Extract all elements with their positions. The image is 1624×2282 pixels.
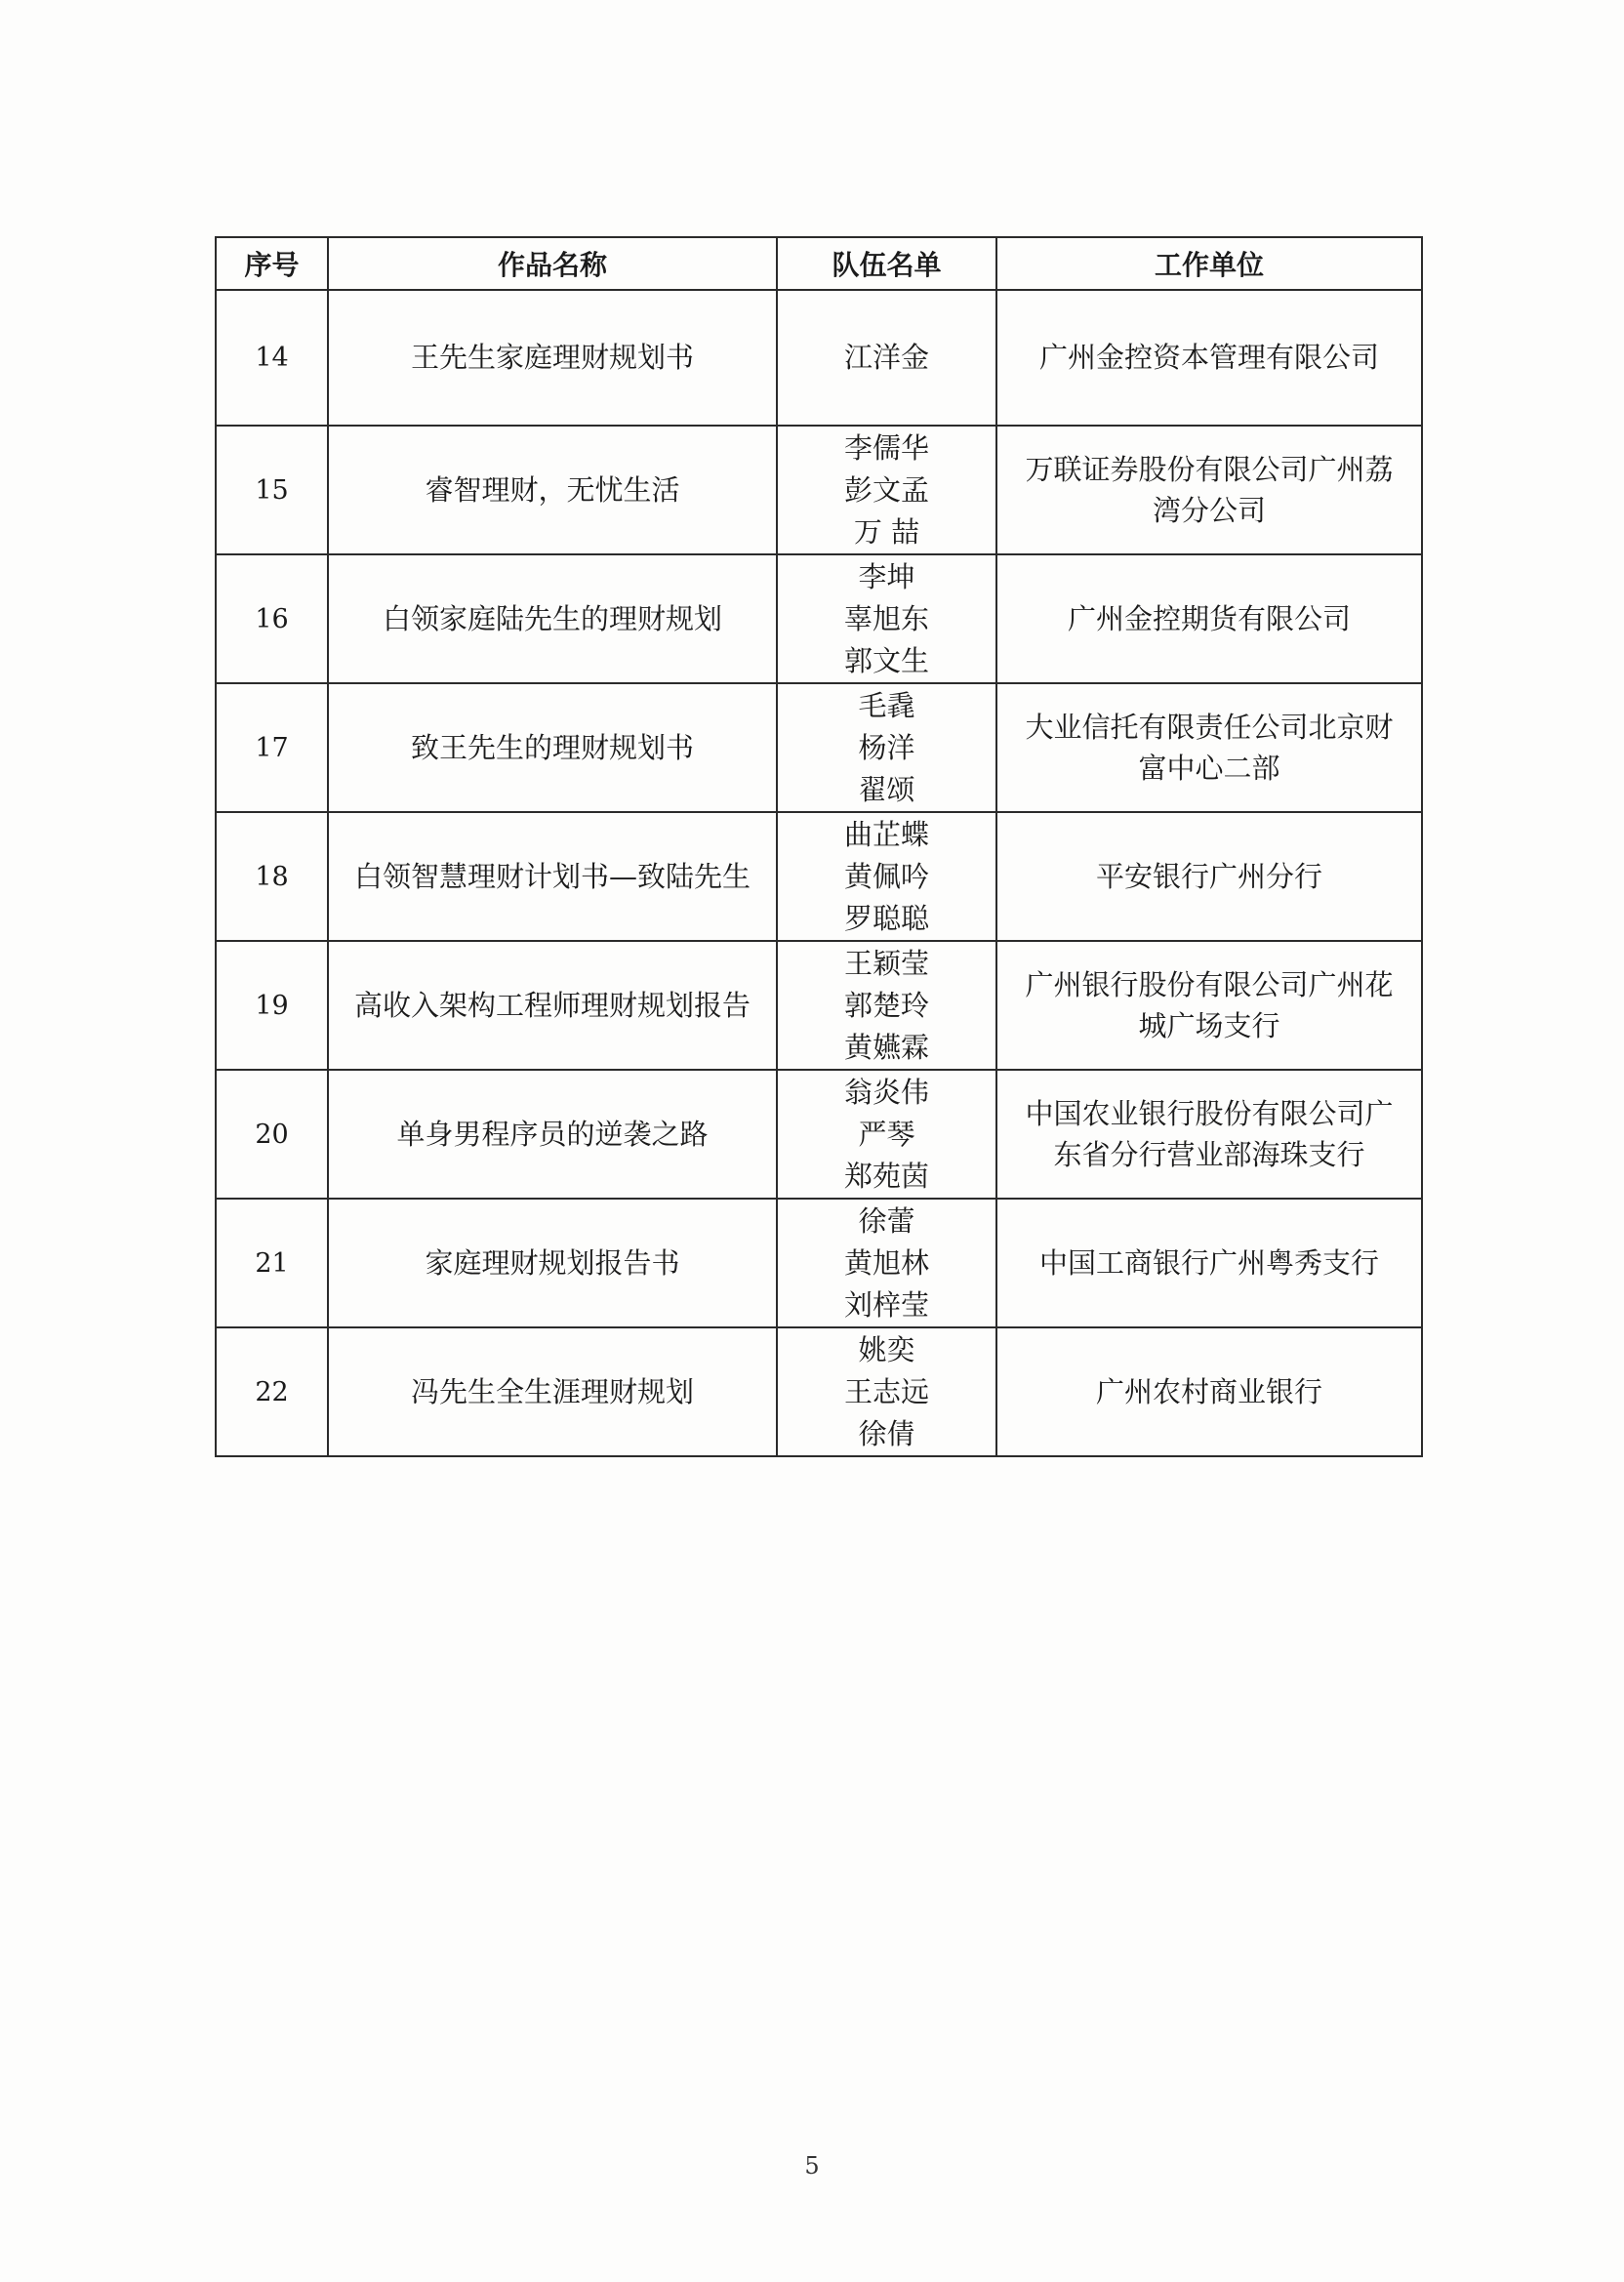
serial-number-cell: 17 [216, 683, 328, 812]
team-member-name: 万 喆 [853, 514, 920, 549]
employer-cell [996, 941, 1422, 1070]
table-row [216, 812, 1422, 941]
serial-number-cell: 20 [216, 1070, 328, 1199]
work-title-cell: 白领家庭陆先生的理财规划 [328, 554, 777, 683]
team-member-name: 徐蕾 [858, 1203, 915, 1238]
work-title-cell: 家庭理财规划报告书 [328, 1199, 777, 1327]
team-member-name: 王颖莹 [843, 946, 929, 980]
employer-cell [996, 1199, 1422, 1327]
header-employer: 工作单位 [996, 237, 1422, 290]
team-member-name: 翟颂 [858, 772, 915, 806]
team-member-name: 郑苑茵 [843, 1159, 929, 1193]
employer-cell [996, 1070, 1422, 1199]
serial-number-cell: 15 [216, 426, 328, 554]
team-member-name: 李坤 [858, 559, 915, 593]
employer-cell [996, 683, 1422, 812]
team-member-name: 严琴 [858, 1117, 915, 1151]
serial-number-cell: 21 [216, 1199, 328, 1327]
table-row [216, 426, 1422, 554]
employer-name: 平安银行广州分行 [1095, 859, 1322, 893]
employer-name: 中国工商银行广州粤秀支行 [1038, 1245, 1379, 1280]
team-member-name: 姚奕 [858, 1332, 915, 1366]
header-work-title: 作品名称 [328, 237, 777, 290]
work-title-cell: 王先生家庭理财规划书 [328, 290, 777, 426]
team-member-name: 李儒华 [843, 430, 929, 465]
awards-table [215, 236, 1423, 1457]
work-title-cell: 冯先生全生涯理财规划 [328, 1327, 777, 1456]
team-member-name: 黄嬿霖 [843, 1030, 929, 1064]
team-member-name: 刘梓莹 [843, 1287, 929, 1322]
team-members-cell [777, 683, 996, 812]
team-member-name: 黄佩吟 [843, 859, 929, 893]
team-member-name: 毛毳 [858, 688, 915, 722]
team-member-name: 郭楚玲 [843, 988, 929, 1022]
serial-number-cell: 14 [216, 290, 328, 426]
employer-cell [996, 426, 1422, 554]
employer-name: 广州农村商业银行 [1095, 1374, 1322, 1408]
team-member-name: 曲芷蝶 [843, 817, 929, 851]
employer-name: 广州金控期货有限公司 [1067, 601, 1351, 635]
team-member-name: 辜旭东 [843, 601, 929, 635]
work-title-cell: 白领智慧理财计划书—致陆先生 [328, 812, 777, 941]
serial-number-cell: 16 [216, 554, 328, 683]
team-member-name: 杨洋 [858, 730, 915, 764]
employer-cell [996, 1327, 1422, 1456]
team-member-name: 江洋金 [843, 341, 929, 374]
table-header-row [216, 237, 1422, 290]
team-member-name: 王志远 [843, 1374, 929, 1408]
employer-name: 广州金控资本管理有限公司 [1038, 341, 1379, 374]
employer-name: 广州银行股份有限公司广州花城广场支行 [1025, 967, 1394, 1042]
team-member-name: 罗聪聪 [843, 901, 929, 935]
table-row [216, 1199, 1422, 1327]
work-title-cell: 致王先生的理财规划书 [328, 683, 777, 812]
table-row [216, 683, 1422, 812]
employer-name: 大业信托有限责任公司北京财富中心二部 [1025, 710, 1394, 785]
team-members-cell [777, 1199, 996, 1327]
team-members-cell [777, 1070, 996, 1199]
team-members-cell [777, 941, 996, 1070]
employer-name: 万联证券股份有限公司广州荔湾分公司 [1025, 452, 1394, 527]
page-number: 5 [804, 2152, 820, 2180]
table-row [216, 1327, 1422, 1456]
work-title-cell: 单身男程序员的逆袭之路 [328, 1070, 777, 1199]
team-members-cell [777, 290, 996, 426]
serial-number-cell: 22 [216, 1327, 328, 1456]
employer-name: 中国农业银行股份有限公司广东省分行营业部海珠支行 [1025, 1096, 1394, 1171]
table-row [216, 554, 1422, 683]
team-member-name: 翁炎伟 [843, 1075, 929, 1109]
team-member-name: 黄旭林 [843, 1245, 929, 1280]
team-member-name: 郭文生 [843, 643, 929, 677]
serial-number-cell: 19 [216, 941, 328, 1070]
table-row [216, 1070, 1422, 1199]
table-row [216, 941, 1422, 1070]
team-members-cell [777, 1327, 996, 1456]
team-members-cell [777, 812, 996, 941]
team-members-cell [777, 426, 996, 554]
team-members-cell [777, 554, 996, 683]
header-serial-number: 序号 [216, 237, 328, 290]
table-body [216, 290, 1422, 1456]
work-title-cell: 睿智理财，无忧生活 [328, 426, 777, 554]
table-row [216, 290, 1422, 426]
team-member-name: 彭文孟 [843, 472, 929, 507]
header-team-members: 队伍名单 [777, 237, 996, 290]
employer-cell [996, 812, 1422, 941]
serial-number-cell: 18 [216, 812, 328, 941]
team-member-name: 徐倩 [858, 1416, 915, 1450]
work-title-cell: 高收入架构工程师理财规划报告 [328, 941, 777, 1070]
employer-cell [996, 554, 1422, 683]
employer-cell [996, 290, 1422, 426]
